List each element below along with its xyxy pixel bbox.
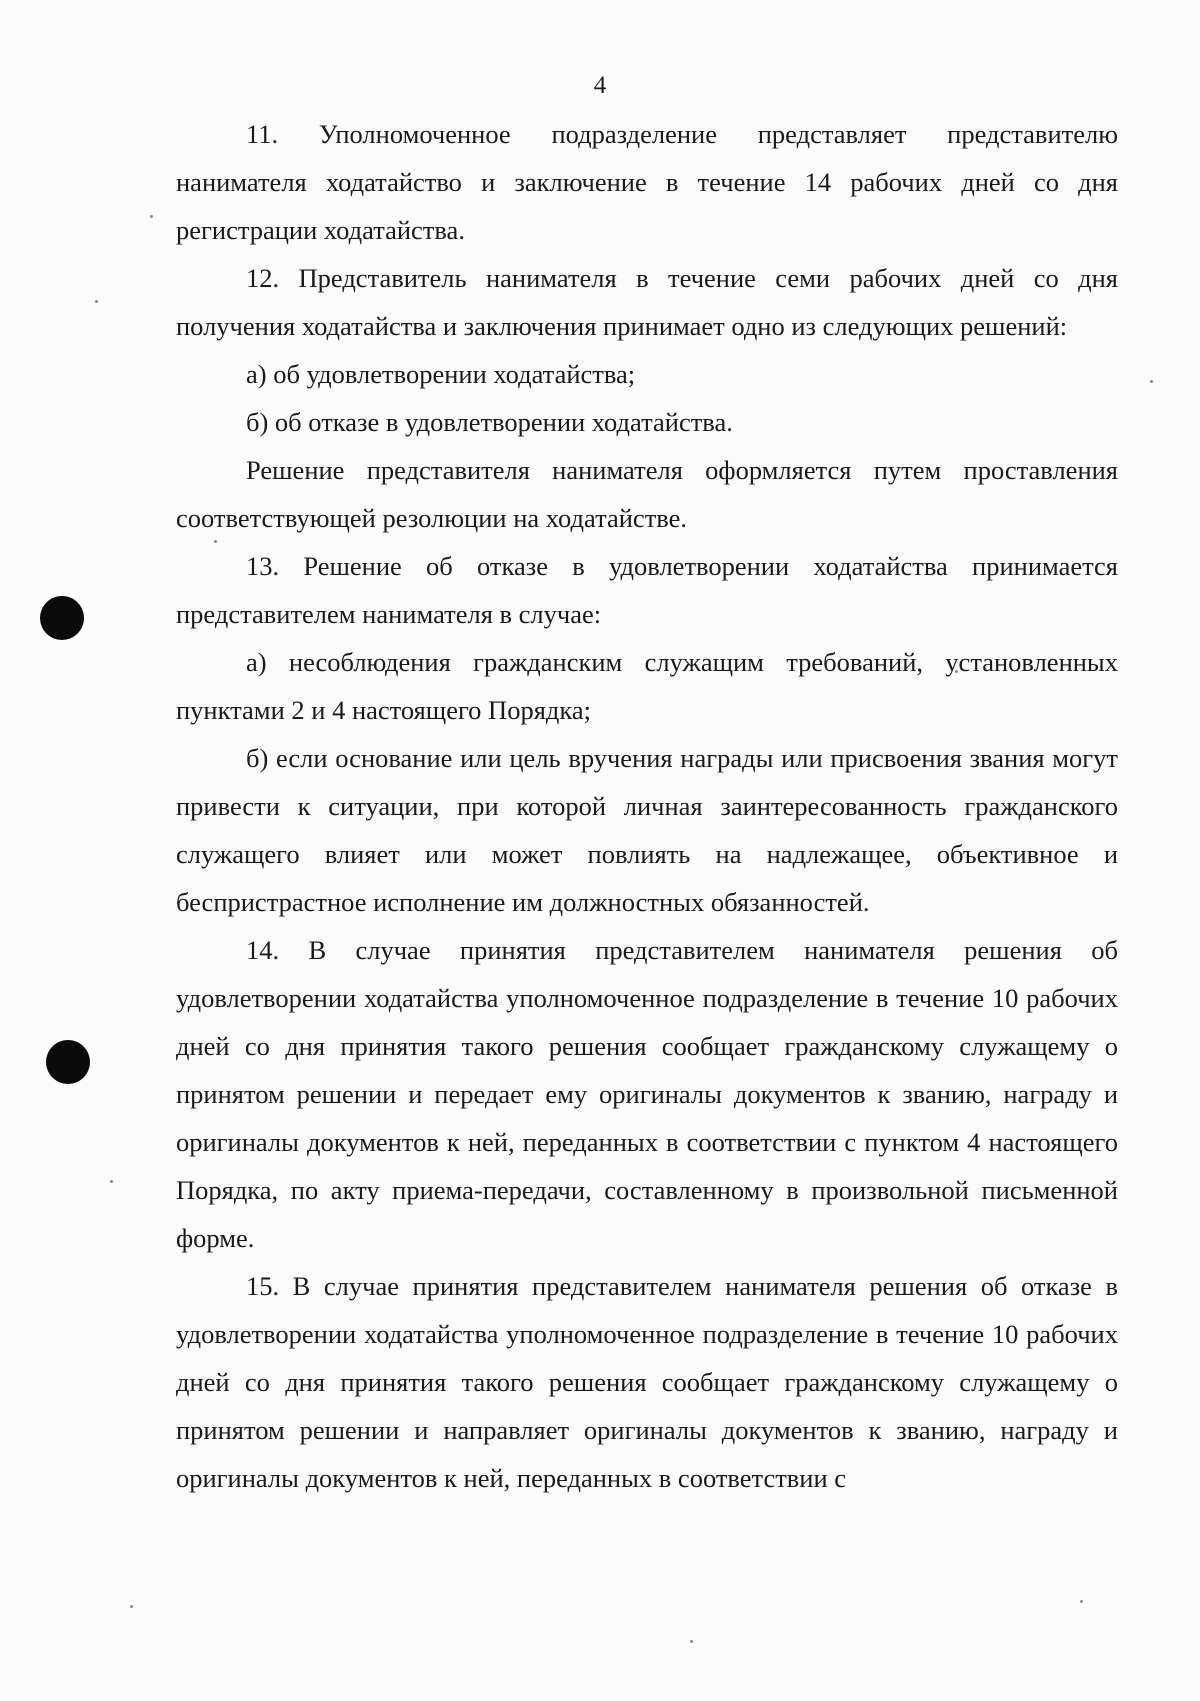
paragraph-11: 11. Уполномоченное подразделение представляет представителю нанимателя ходатайство и заключение в течение 14 рабочих дней со дня регистрации ходатайства. [176, 119, 1118, 245]
scan-speck [130, 1605, 133, 1608]
paragraph-13: 13. Решение об отказе в удовлетворении ходатайства принимается представителем нанимателя в случае: [176, 551, 1118, 629]
scan-speck [1150, 380, 1153, 383]
page-number: 4 [593, 72, 607, 99]
paragraph-12: 12. Представитель нанимателя в течение семи рабочих дней со дня получения ходатайства и заключения принимает одно из следующих решений: [176, 263, 1118, 341]
paragraph-13-item-b: б) если основание или цель вручения награды или присвоения звания могут привести к ситуации, при которой личная заинтересованность гражданского служащего влияет или может повлиять на надлежащее, объективное и беспристрастное исполнение им должностных обязанностей. [176, 743, 1118, 917]
paragraph-15: 15. В случае принятия представителем нанимателя решения об отказе в удовлетворении ходатайства уполномоченное подразделение в течение 10 рабочих дней со дня принятия такого решения сообщает гражданскому служащему о принятом решении и направляет оригиналы документов к званию, награду и оригиналы документов к ней, переданных в соответствии с [176, 1271, 1118, 1493]
paragraph-12-item-a: а) об удовлетворении ходатайства; [246, 359, 636, 389]
punch-hole-bottom [46, 1040, 90, 1084]
paragraph-12-item-b: б) об отказе в удовлетворении ходатайства. [246, 407, 733, 437]
punch-hole-top [40, 596, 84, 640]
document-body [176, 110, 1118, 1502]
scan-speck [1080, 1600, 1083, 1603]
paragraph-12-resolution: Решение представителя нанимателя оформляется путем проставления соответствующей резолюции на ходатайстве. [176, 455, 1118, 533]
scan-speck [690, 1640, 693, 1643]
paragraph-14: 14. В случае принятия представителем нанимателя решения об удовлетворении ходатайства уполномоченное подразделение в течение 10 рабочих дней со дня принятия такого решения сообщает гражданскому служащему о принятом решении и передает ему оригиналы документов к званию, награду и оригиналы документов к ней, переданных в соответствии с пунктом 4 настоящего Порядка, по акту приема-передачи, составленному в произвольной письменной форме. [176, 935, 1118, 1253]
paragraph-13-item-a: а) несоблюдения гражданским служащим требований, установленных пунктами 2 и 4 настоящего Порядка; [176, 647, 1118, 725]
scan-speck [110, 1180, 113, 1183]
scan-speck [95, 300, 98, 303]
scan-speck [150, 215, 153, 218]
